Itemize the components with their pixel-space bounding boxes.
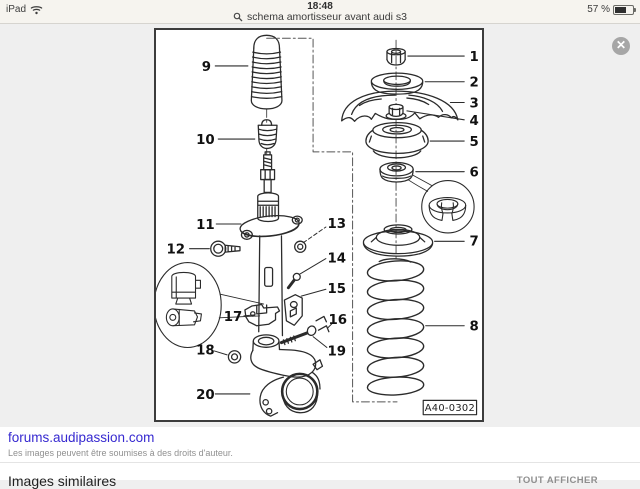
part-label-18: 18 (196, 343, 215, 359)
divider (0, 462, 640, 463)
part-7-spring-plate (363, 225, 464, 256)
search-query: schema amortisseur avant audi s3 (247, 11, 407, 23)
battery-percent-label: 57 % (587, 4, 610, 15)
detail-balloon-right (422, 181, 474, 233)
image-source-panel (0, 427, 640, 489)
source-link[interactable]: forums.audipassion.com (8, 430, 155, 445)
copyright-disclaimer: Les images peuvent être soumises à des droits d'auteur. (8, 448, 233, 458)
part-label-1: 1 (469, 50, 479, 66)
drawing-code: A40-0302 (424, 403, 476, 415)
part-10-bump-stop (258, 120, 277, 149)
part-label-10: 10 (196, 132, 215, 148)
part-4-nut (386, 104, 464, 119)
part-9-dust-boot (251, 35, 282, 109)
part-label-20: 20 (196, 387, 215, 403)
detail-balloon-left (156, 263, 264, 348)
part-label-7: 7 (469, 234, 479, 250)
part-label-6: 6 (469, 165, 479, 181)
result-image-preview[interactable] (154, 28, 484, 422)
exploded-suspension-diagram (156, 30, 482, 420)
part-label-9: 9 (201, 59, 212, 75)
part-label-12: 12 (166, 242, 186, 258)
part-20-knuckle (215, 335, 322, 416)
part-label-11: 11 (196, 217, 215, 233)
clock: 18:48 (307, 1, 333, 12)
close-icon[interactable]: ✕ (612, 37, 630, 55)
image-viewer-area (0, 24, 640, 427)
part-label-4: 4 (469, 114, 479, 130)
part-label-5: 5 (469, 134, 479, 150)
part-13-nut (295, 227, 326, 252)
device-label: iPad (6, 4, 27, 15)
part-17-clamp (244, 305, 280, 326)
part-5-mount (366, 123, 464, 158)
part-6-ring (380, 162, 464, 191)
magnifier-icon (233, 12, 243, 22)
part-1-nut (387, 48, 464, 64)
part-label-16: 16 (328, 312, 348, 328)
related-images-heading: Images similaires (8, 473, 117, 489)
part-label-13: 13 (327, 216, 347, 232)
part-labels (166, 50, 478, 414)
part-label-8: 8 (469, 319, 479, 335)
part-label-2: 2 (469, 75, 479, 91)
part-label-17: 17 (223, 309, 243, 325)
part-14-bolt (288, 259, 326, 288)
part-label-14: 14 (327, 251, 347, 267)
search-title-bar[interactable] (0, 11, 640, 23)
part-8-coil-spring (367, 259, 464, 397)
part-12-bolt (211, 241, 240, 256)
part-label-15: 15 (327, 282, 347, 298)
show-all-button[interactable]: TOUT AFFICHER (516, 475, 598, 486)
part-label-19: 19 (327, 344, 347, 360)
part-label-3: 3 (469, 96, 479, 112)
status-and-title-bar (0, 0, 640, 24)
part-18-nut (214, 351, 240, 363)
part-19-bolt (281, 325, 326, 348)
part-15-bracket (284, 289, 325, 325)
